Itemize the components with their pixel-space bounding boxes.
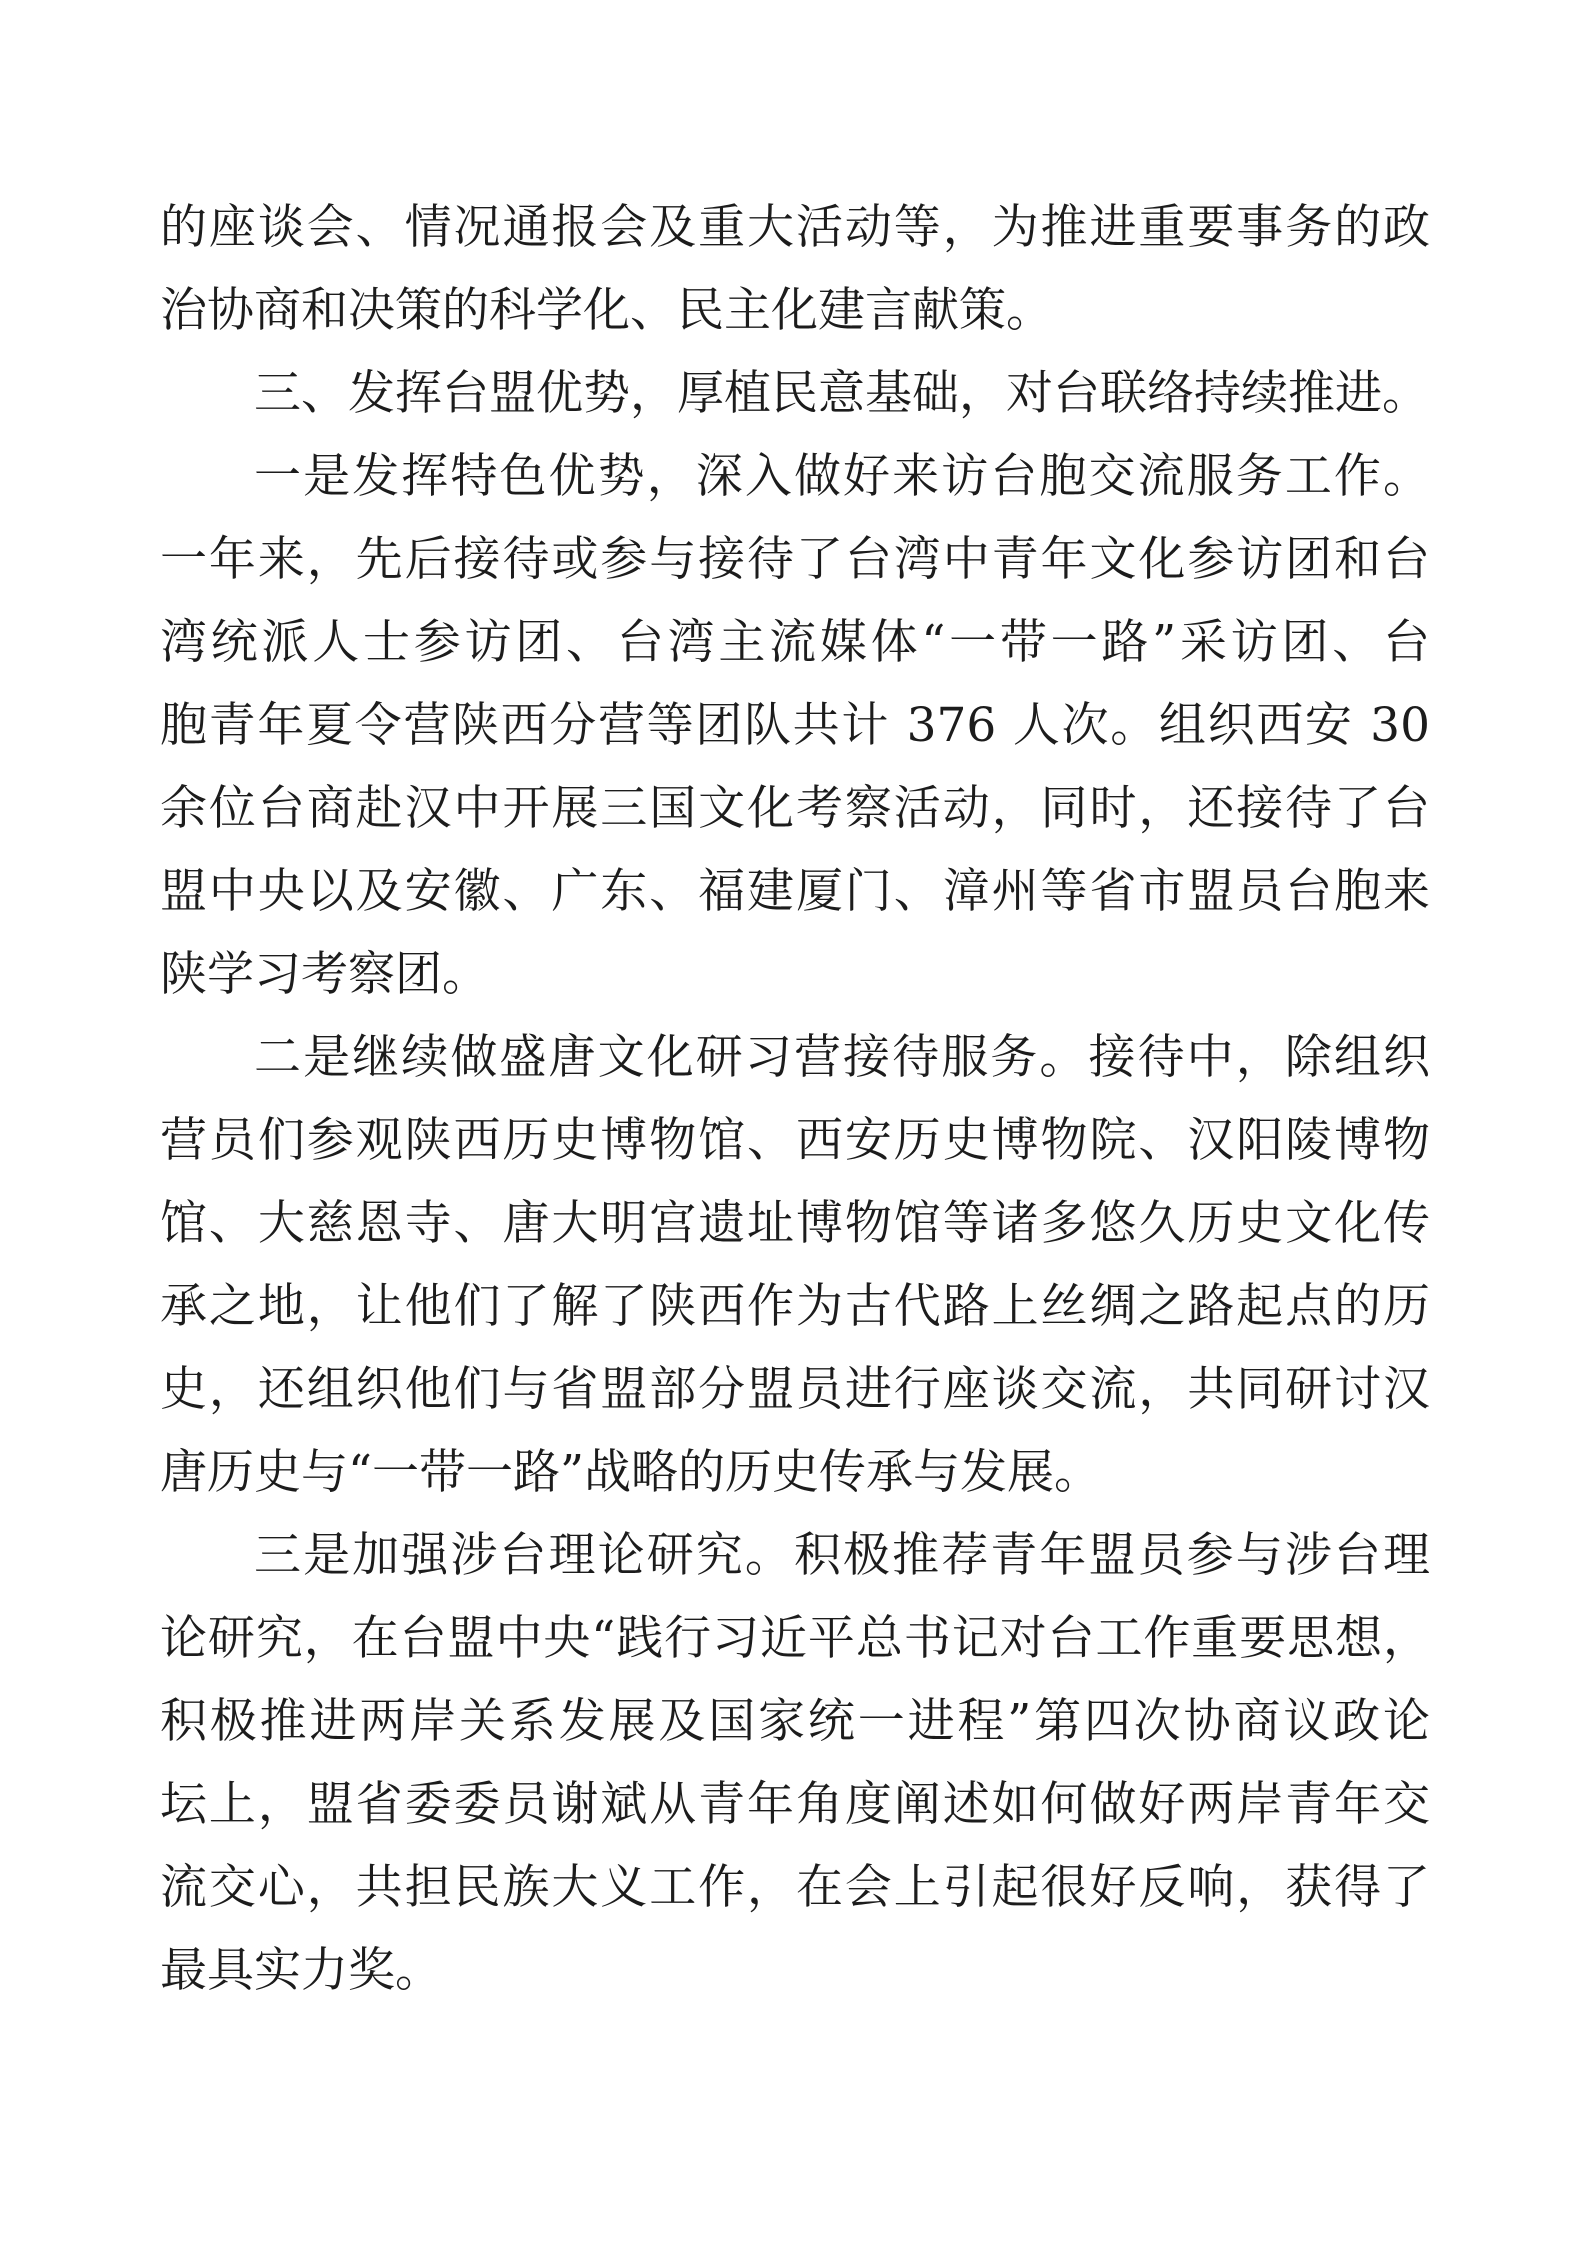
- text-line: 承之地，让他们了解了陕西作为古代路上丝绸之路起点的历: [160, 1279, 1430, 1334]
- text-line: 最具实力奖。: [160, 1943, 442, 1998]
- text-line: 胞青年夏令营陕西分营等团队共计 376 人次。组织西安 30: [160, 698, 1430, 753]
- text-line: 营员们参观陕西历史博物馆、西安历史博物院、汉阳陵博物: [160, 1113, 1430, 1168]
- document-body: [160, 186, 1430, 2012]
- text-line: 论研究，在台盟中央“践行习近平总书记对台工作重要思想，: [160, 1611, 1430, 1666]
- text-line: 唐历史与“一带一路”战略的历史传承与发展。: [160, 1445, 1102, 1500]
- text-line: 陕学习考察团。: [160, 947, 489, 1002]
- text-line: 盟中央以及安徽、广东、福建厦门、漳州等省市盟员台胞来: [160, 864, 1430, 919]
- text-line: 二是继续做盛唐文化研习营接待服务。接待中，除组织: [254, 1030, 1430, 1085]
- text-line: 治协商和决策的科学化、民主化建言献策。: [160, 283, 1053, 338]
- text-line: 史，还组织他们与省盟部分盟员进行座谈交流，共同研讨汉: [160, 1362, 1430, 1417]
- text-line: 积极推进两岸关系发展及国家统一进程”第四次协商议政论: [160, 1694, 1430, 1749]
- text-line: 馆、大慈恩寺、唐大明宫遗址博物馆等诸多悠久历史文化传: [160, 1196, 1430, 1251]
- text-line: 坛上，盟省委委员谢斌从青年角度阐述如何做好两岸青年交: [160, 1777, 1430, 1832]
- text-line: 流交心，共担民族大义工作，在会上引起很好反响，获得了: [160, 1860, 1430, 1915]
- text-line: 余位台商赴汉中开展三国文化考察活动，同时，还接待了台: [160, 781, 1430, 836]
- text-line: 的座谈会、情况通报会及重大活动等，为推进重要事务的政: [160, 200, 1430, 255]
- text-line: 一年来，先后接待或参与接待了台湾中青年文化参访团和台: [160, 532, 1430, 587]
- text-line: 湾统派人士参访团、台湾主流媒体“一带一路”采访团、台: [160, 615, 1430, 670]
- text-line: 一是发挥特色优势，深入做好来访台胞交流服务工作。: [254, 449, 1430, 504]
- text-line: 三、发挥台盟优势，厚植民意基础，对台联络持续推进。: [254, 366, 1429, 421]
- text-line: 三是加强涉台理论研究。积极推荐青年盟员参与涉台理: [254, 1528, 1430, 1583]
